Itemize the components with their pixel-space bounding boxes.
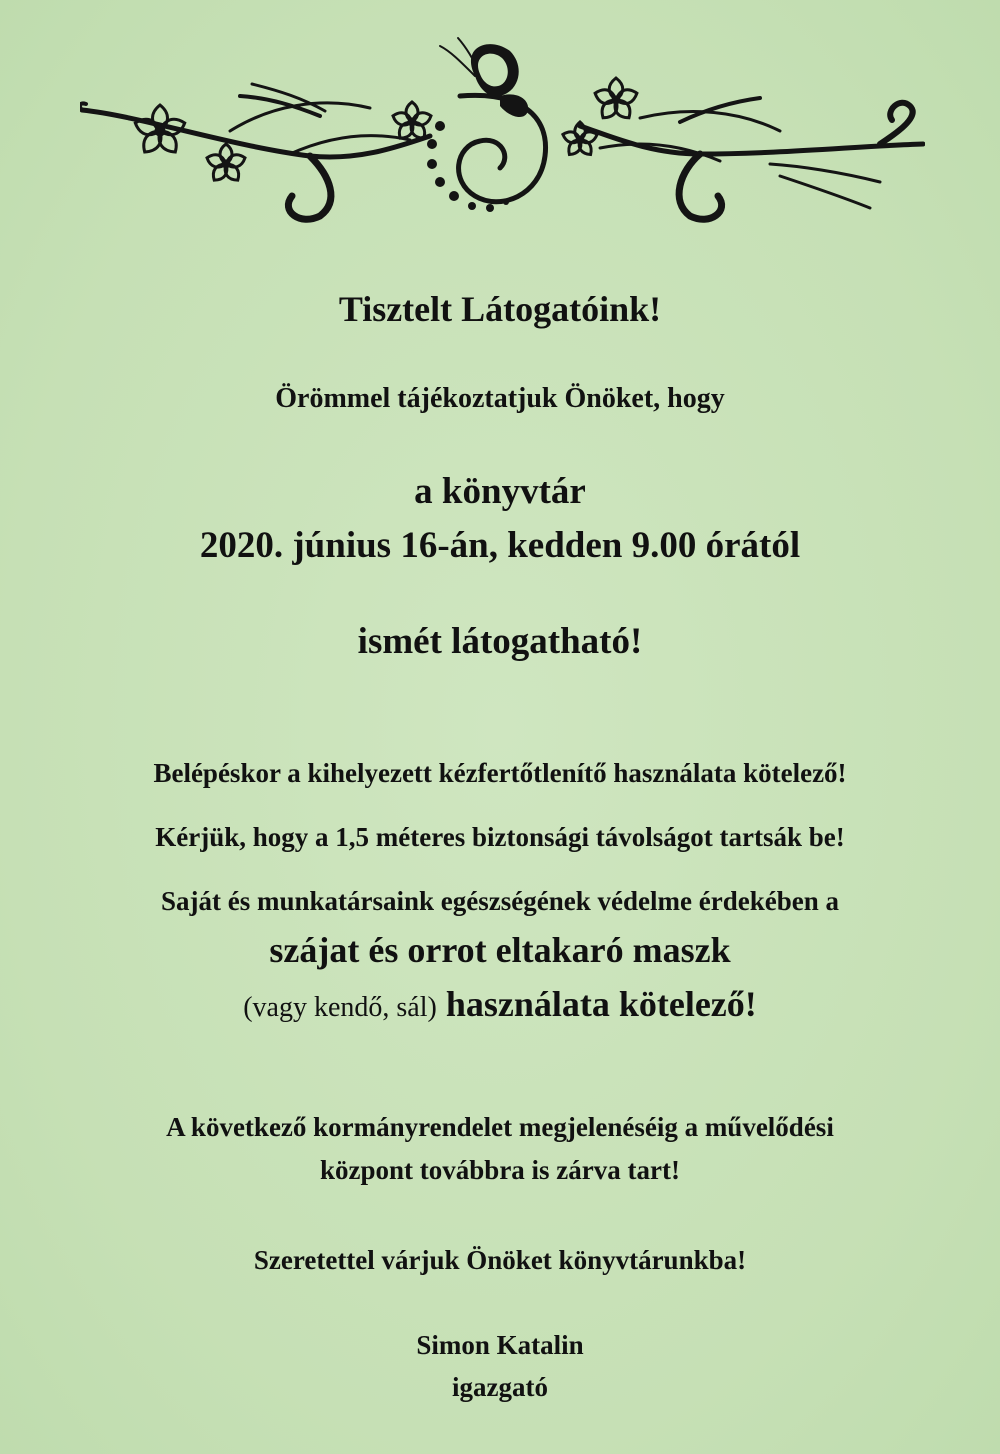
headline-date: 2020. június 16-án, kedden 9.00 órától [199,525,801,566]
closure-line2: központ továbbra is zárva tart! [320,1155,680,1185]
rule-mask-line3 [0,983,1000,1025]
rule-sanitizer: Belépéskor a kihelyezett kézfertőtlenítő használata kötelező! [153,758,847,788]
floral-butterfly-ornament-icon [80,36,925,236]
rule-mask-line2: szájat és orrot eltakaró maszk [269,930,731,970]
rule-mask-line1: Saját és munkatársaink egészségének védelme érdekében a [161,886,839,916]
rule-mask-alternatives: (vagy kendő, sál) [243,992,437,1023]
rule-mask-mandatory: használata kötelező! [445,984,757,1024]
headline-library: a könyvtár [414,471,586,512]
greeting-heading: Tisztelt Látogatóink! [338,289,662,329]
headline-reopen: ismét látogatható! [357,621,643,662]
rule-distance: Kérjük, hogy a 1,5 méteres biztonsági távolságot tartsák be! [155,822,845,852]
signature-name: Simon Katalin [416,1330,584,1360]
closure-line1: A következő kormányrendelet megjelenéséig a művelődési [166,1112,834,1142]
intro-text: Örömmel tájékoztatjuk Önöket, hogy [275,383,725,414]
signature-title: igazgató [452,1372,548,1402]
welcome-text: Szeretettel várjuk Önöket könyvtárunkba! [253,1245,747,1275]
